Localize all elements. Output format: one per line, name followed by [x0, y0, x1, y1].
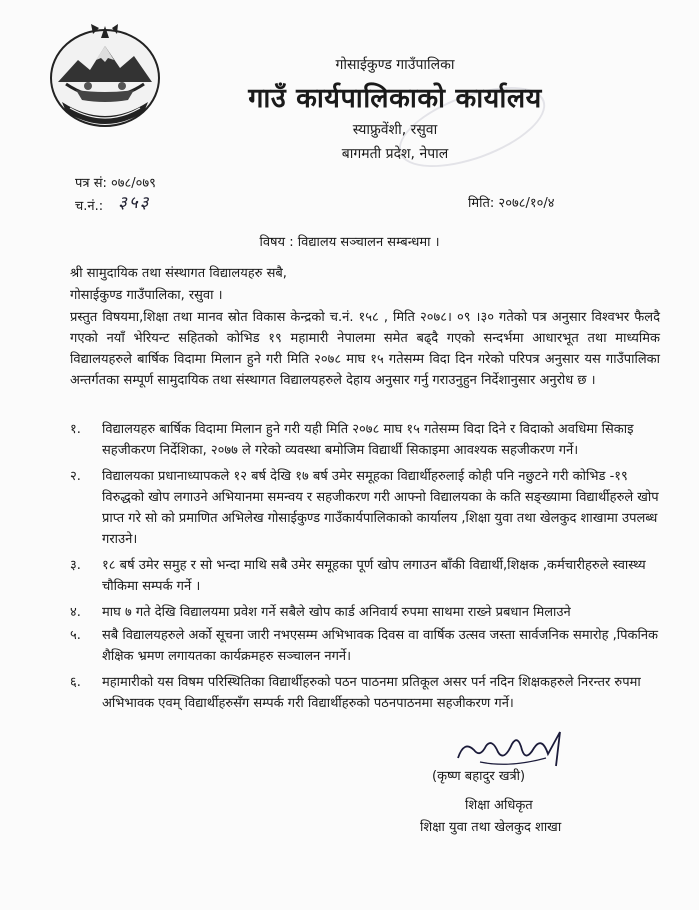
address-line-2: बागमती प्रदेश, नेपाल [341, 146, 449, 162]
recipient-line-1: श्री सामुदायिक तथा संस्थागत विद्यालयहरु सबै, [70, 266, 287, 281]
recipient-line-2: गोसाईकुण्ड गाउँपालिका, रसुवा । [70, 288, 223, 303]
list-item [70, 419, 660, 461]
signatory-name: (कृष्ण बहादुर खत्री) [432, 769, 526, 784]
list-item-text: महामारीको यस विषम परिस्थितिका विद्यार्थीहरुको पठन पाठनमा प्रतिकूल असर पर्न नदिन शिक्षकहरुले निरन्तर रुपमा अभिभावक एवम् विद्यार्थीहरुसँग सम्पर्क गरी विद्यार्थीहरुको पठनपाठनमा सहजीकरण गर्ने। [102, 675, 641, 711]
list-item-number: ६. [70, 675, 81, 690]
address-line-1: स्याफ्रुवेंशी, रसुवा [352, 122, 438, 138]
dispatch-label: च.नं.: [75, 199, 104, 214]
letter-number: पत्र सं: ०७८/०७९ [75, 176, 156, 191]
list-item-text: विद्यालयका प्रधानाध्यापकले १२ बर्ष देखि १७ बर्ष उमेर समूहका विद्यार्थीहरुलाई कोही पनि नछुटने गरी कोभिड -१९ विरुद्धको खोप लगाउने अभियानमा समन्वय र सहजीकरण गरी आफ्नो विद्यालयका के कति सङ्ख्यामा विद्यार्थीहरुले खोप प्राप्त गरे सो को प्रमाणित अभिलेख गोसाईकुण्ड गाउँकार्यपालिकाको कार्यालय ,शिक्षा युवा तथा खेलकुद शाखामा उपलब्ध गराउने। [102, 469, 659, 547]
list-item [70, 466, 660, 550]
signatory-department: शिक्षा युवा तथा खेलकुद शाखा [420, 820, 562, 835]
list-item [70, 672, 660, 714]
signatory-title: शिक्षा अधिकृत [465, 798, 533, 813]
office-title: गाउँ कार्यपालिकाको कार्यालय [248, 83, 542, 114]
list-item-text: विद्यालयहरु बार्षिक विदामा मिलान हुने गरी यही मिति २०७८ माघ १५ गतेसम्म विदा दिने र विदाको अवधिमा सिकाइ सहजीकरण निर्देशिका, २०७७ ले गरेको व्यवस्था बमोजिम विद्यार्थी सिकाइमा आवश्यक सहजीकरण गर्ने। [102, 422, 634, 458]
list-item-text: माघ ७ गते देखि विद्यालयमा प्रवेश गर्ने सबैले खोप कार्ड अनिवार्य रुपमा साथमा राख्ने प्रबधान मिलाउने [102, 605, 571, 620]
list-item-number: ४. [70, 605, 81, 620]
municipality-name: गोसाईकुण्ड गाउँपालिका [335, 57, 455, 73]
list-item-number: २. [70, 469, 81, 484]
list-item-text: सबै विद्यालयहरुले अर्को सूचना जारी नभएसम्म अभिभावक दिवस वा वार्षिक उत्सव जस्ता सार्वजनिक समारोह ,पिकनिक शैक्षिक भ्रमण लगायतका कार्यक्रमहरु सञ्चालन नगर्ने। [102, 628, 659, 664]
list-item-text: १८ बर्ष उमेर समुह र सो भन्दा माथि सबै उमेर समूहका पूर्ण खोप लगाउन बाँकी विद्यार्थी,शिक्षक ,कर्मचारीहरुले स्वास्थ्य चौकिमा सम्पर्क गर्ने । [102, 558, 646, 594]
handwritten-signature [450, 728, 570, 770]
intro-paragraph: प्रस्तुत विषयमा,शिक्षा तथा मानव स्रोत विकास केन्द्रको च.नं. १५८ , मिति २०७८। ०९ ।३० गतेको पत्र अनुसार विश्वभर फैलदै गएको नयाँ भेरियन्ट सहितको कोभिड १९ महामारी नेपालमा समेत बढ्दै गएको सन्दर्भमा आधारभूत तथा माध्यमिक विद्यालयहरुले बार्षिक विदामा मिलान हुने गरी मिति २०७८ माघ १५ गतेसम्म विदा दिन गरेको परिपत्र अनुसार यस गाउँपालिका अन्तर्गतका सम्पूर्ण सामुदायिक तथा संस्थागत विद्यालयहरुले देहाय अनुसार गर्नु गराउनुहुन निर्देशानुसार अनुरोध छ । [70, 310, 660, 388]
instruction-list [70, 419, 660, 714]
letter-date: मिति: २०७८/१०/४ [468, 196, 555, 211]
nepal-government-emblem-icon [46, 20, 164, 130]
dispatch-number: ३५३ [118, 193, 151, 213]
list-item [70, 555, 660, 597]
letter-subject: विषय : विद्यालय सञ्चालन सम्बन्धमा । [259, 235, 440, 250]
list-item [70, 602, 660, 623]
list-item-number: ३. [70, 558, 81, 573]
list-item [70, 625, 660, 667]
list-item-number: १. [70, 422, 81, 437]
list-item-number: ५. [70, 628, 81, 643]
